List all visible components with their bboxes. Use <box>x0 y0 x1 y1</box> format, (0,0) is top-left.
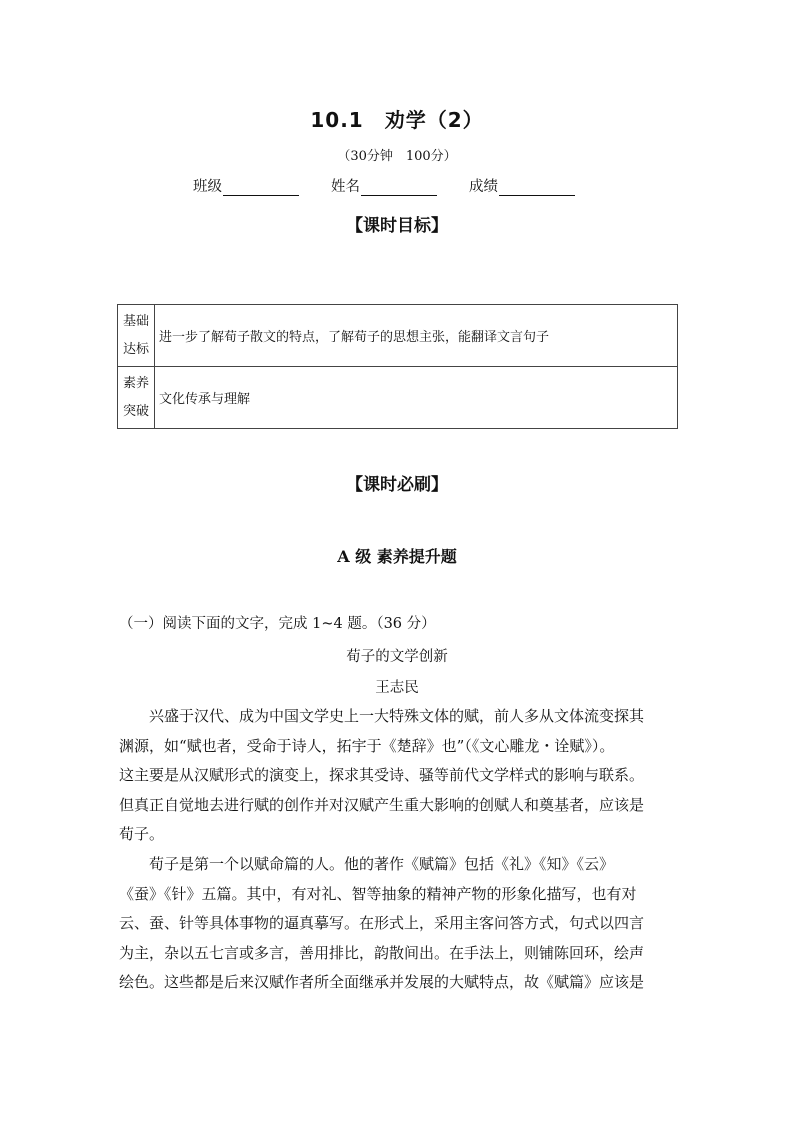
class-label: 班级 <box>193 179 222 195</box>
score-label: 成绩 <box>469 179 498 195</box>
goals-table <box>117 304 678 429</box>
goal-label-line: 突破 <box>122 403 149 419</box>
goal-label-line: 达标 <box>122 341 149 357</box>
practice-heading: 【课时必刷】 <box>346 475 448 495</box>
level-heading: A 级 素养提升题 <box>337 547 457 566</box>
article-paragraph-2 <box>119 850 677 998</box>
goal-row-literacy-text: 文化传承与理解 <box>155 367 678 429</box>
goal-label-line: 素养 <box>122 375 149 391</box>
paragraph-line: 但真正自觉地去进行赋的创作并对汉赋产生重大影响的创赋人和奠基者，应该是 <box>119 795 645 814</box>
article-author: 王志民 <box>375 680 419 696</box>
class-blank <box>223 180 299 196</box>
name-field <box>331 175 437 196</box>
page-title: 10.1 劝学（2） <box>310 108 484 132</box>
goal-label-line: 基础 <box>122 313 149 329</box>
article-title: 荀子的文学创新 <box>346 649 448 665</box>
paragraph-line: 渊源，如“赋也者，受命于诗人，拓宇于《楚辞》也”（《文心雕龙・诠赋》）。 <box>119 736 615 755</box>
paragraph-line: 荀子是第一个以赋命篇的人。他的著作《赋篇》包括《礼》《知》《云》 <box>119 855 615 873</box>
time-score-note: （30分钟 100分） <box>337 149 457 164</box>
goal-row-literacy-label <box>118 367 155 429</box>
score-field <box>469 175 575 196</box>
name-label: 姓名 <box>331 179 360 195</box>
name-blank <box>361 180 437 196</box>
paragraph-line: 绘色。这些都是后来汉赋作者所全面继承并发展的大赋特点，故《赋篇》应该是 <box>119 973 645 992</box>
score-blank <box>499 180 575 196</box>
paragraph-line: 兴盛于汉代、成为中国文学史上一大特殊文体的赋，前人多从文体流变探其 <box>119 707 645 725</box>
article-paragraph-1 <box>119 702 677 850</box>
goal-row-basic-label <box>118 305 155 367</box>
paragraph-line: 《蚕》《针》五篇。其中，有对礼、智等抽象的精神产物的形象化描写，也有对 <box>119 884 637 903</box>
paragraph-line: 为主，杂以五七言或多言，善用排比，韵散间出。在手法上，则铺陈回环，绘声 <box>119 943 645 962</box>
paragraph-line: 荀子。 <box>119 825 165 844</box>
class-field <box>193 175 299 196</box>
goal-row-literacy <box>118 367 678 429</box>
goal-row-basic <box>118 305 678 367</box>
goals-heading: 【课时目标】 <box>346 216 448 236</box>
goal-row-basic-text: 进一步了解荀子散文的特点，了解荀子的思想主张，能翻译文言句子 <box>155 305 678 367</box>
paragraph-line: 云、蚕、针等具体事物的逼真摹写。在形式上，采用主客问答方式，句式以四言 <box>119 914 645 933</box>
question-prompt: （一）阅读下面的文字，完成 1~4 题。（36 分） <box>119 616 436 632</box>
student-info-row <box>193 175 575 196</box>
paragraph-line: 这主要是从汉赋形式的演变上，探求其受诗、骚等前代文学样式的影响与联系。 <box>119 766 645 785</box>
